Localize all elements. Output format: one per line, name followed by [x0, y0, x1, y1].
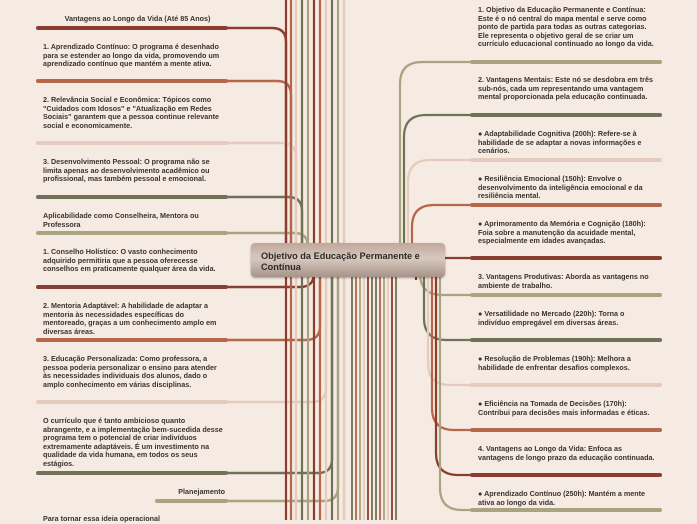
central-topic-label: Objetivo da Educação Permanente e Contínua	[261, 251, 420, 272]
left-topic-underline	[36, 338, 228, 342]
right-topic-underline	[470, 113, 662, 117]
right-topic-text[interactable]: ● Resiliência Emocional (150h): Envolve o desenvolvimento da inteligência emocional e da resiliência mental.	[478, 174, 643, 201]
left-topic-text[interactable]: 1. Conselho Holístico: O vasto conhecimento adquirido permitiria que a pessoa oferecesse conselhos em praticamente qualquer área da vida.	[43, 247, 216, 274]
right-topic-underline	[470, 473, 662, 477]
left-topic-text[interactable]: 1. Aprendizado Contínuo: O programa é desenhado para se estender ao longo da vida, promovendo um aprendizado contínuo que mantém a mente ativa.	[43, 42, 220, 69]
connector-branch	[432, 260, 470, 430]
right-topic-underline	[470, 383, 662, 387]
right-topic-underline	[470, 293, 662, 297]
right-topic-underline	[470, 338, 662, 342]
connector-branch	[228, 260, 338, 501]
connector-branch	[228, 260, 332, 473]
right-topic-text[interactable]: ● Versatilidade no Mercado (220h): Torna o indivíduo empregável em diversas áreas.	[478, 309, 625, 327]
right-topic-underline	[470, 60, 662, 64]
right-topic-text[interactable]: 4. Vantagens ao Longo da Vida: Enfoca as vantagens de longo prazo da educação continuada.	[478, 444, 655, 462]
right-topic-underline	[470, 158, 662, 162]
central-topic-node[interactable]	[251, 243, 445, 277]
left-topic-text[interactable]: 3. Educação Personalizada: Como professora, a pessoa poderia personalizar o ensino para atender às necessidades individuais dos alunos, dado o amplo conhecimento em várias disciplinas.	[43, 354, 217, 389]
connector-branch	[404, 115, 470, 260]
left-topic-text[interactable]: 2. Mentoria Adaptável: A habilidade de adaptar a mentoria às necessidades específicas do mentoreado, graças a um conhecimento amplo em diversas áreas.	[43, 301, 217, 336]
left-topic-underline	[155, 499, 228, 503]
left-topic-text[interactable]: Para tornar essa ideia operacional	[43, 514, 161, 523]
left-topic-underline	[36, 195, 228, 199]
right-topic-text[interactable]: ● Aprimoramento da Memória e Cognição (180h): Foia sobre a manutenção da acuidade mental, especialmente em idades avançadas.	[478, 219, 646, 246]
left-topic-underline	[36, 400, 228, 404]
left-topic-underline	[36, 26, 228, 30]
left-topic-underline	[36, 141, 228, 145]
right-topic-text[interactable]: ● Eficiência na Tomada de Decisões (170h): Contribui para decisões mais informadas e éticas.	[478, 399, 650, 417]
right-topic-underline	[470, 508, 662, 512]
right-topic-underline	[470, 203, 662, 207]
right-topic-text[interactable]: 3. Vantagens Produtivas: Aborda as vantagens no ambiente de trabalho.	[478, 272, 649, 290]
left-topic-underline	[36, 285, 228, 289]
right-topic-text[interactable]: ● Adaptabilidade Cognitiva (200h): Refere-se à habilidade de se adaptar a novas informações e cenários.	[478, 129, 642, 156]
left-topic-text[interactable]: 2. Relevância Social e Econômica: Tópicos como "Cuidados com Idosos" e "Atualização em Redes Sociais" garantem que a pessoa continue relevante social e economicamente.	[43, 95, 219, 130]
left-topic-underline	[36, 79, 228, 83]
left-topic-underline	[36, 231, 228, 235]
left-topic-underline	[36, 471, 228, 475]
left-topic-text[interactable]: O currículo que é tanto ambicioso quanto abrangente, e a implementação bem-sucedida desse programa tem o potencial de criar indivíduos extremamente adaptáveis. É um investimento na qualidade da vida humana, em todos os seus estágios.	[43, 416, 223, 468]
right-topic-underline	[470, 256, 662, 260]
right-topic-underline	[470, 428, 662, 432]
right-topic-text[interactable]: 2. Vantagens Mentais: Este nó se desdobra em três sub-nós, cada um representando uma vantagem mental proporcionada pela educação continuada.	[478, 75, 653, 102]
right-topic-text[interactable]: ● Aprendizado Contínuo (250h): Mantém a mente ativa ao longo da vida.	[478, 489, 646, 507]
left-topic-text[interactable]: Vantagens ao Longo da Vida (Até 85 Anos)	[64, 14, 211, 23]
left-topic-text[interactable]: Aplicabilidade como Conselheira, Mentora ou Professora	[43, 211, 199, 229]
right-topic-text[interactable]: 1. Objetivo da Educação Permanente e Contínua: Este é o nó central do mapa mental e serve como ponto de partida para todas as outras categorias. Ele representa o objetivo geral de se criar um currículo educacional continuado ao longo da vida.	[478, 5, 654, 49]
left-topic-text[interactable]: 3. Desenvolvimento Pessoal: O programa não se limita apenas ao desenvolvimento acadêmico ou profissional, mas também pessoal e emocional.	[43, 157, 210, 184]
left-topic-text[interactable]: Planejamento	[178, 487, 225, 496]
right-topic-text[interactable]: ● Resolução de Problemas (190h): Melhora a habilidade de enfrentar desafios complexos.	[478, 354, 631, 372]
connector-branch	[428, 260, 470, 385]
